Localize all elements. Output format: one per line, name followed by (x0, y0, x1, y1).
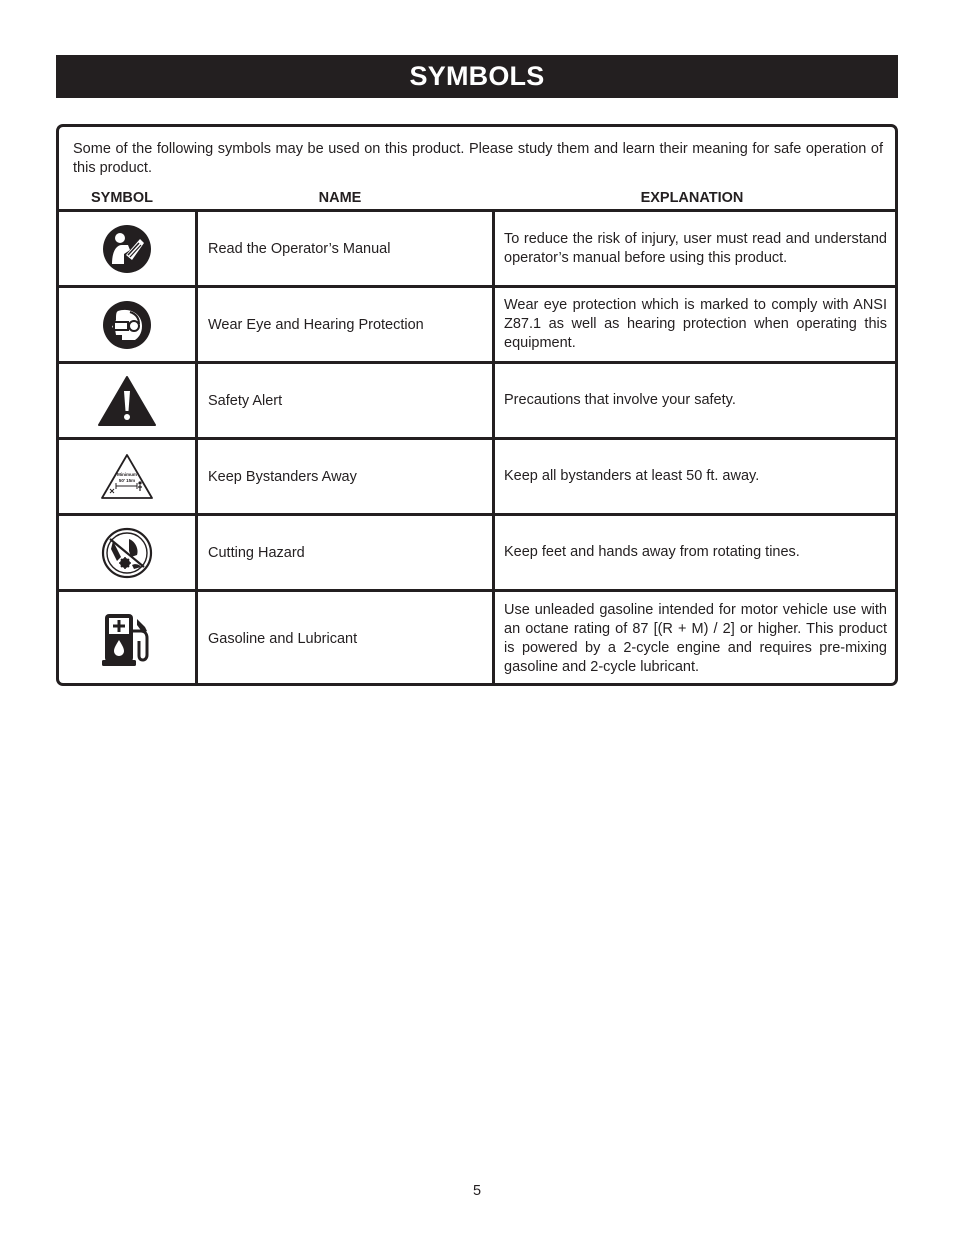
symbol-cell (59, 212, 195, 285)
eye-hearing-protection-icon (102, 300, 152, 350)
page-number: 5 (472, 1183, 482, 1199)
header-explanation: EXPLANATION (640, 190, 744, 206)
page-title: SYMBOLS (56, 55, 898, 98)
symbol-name: Keep Bystanders Away (208, 468, 357, 485)
symbol-explanation: Use unleaded gasoline intended for motor vehicle use with an octane rating of 87 [(R + M) / 2] or higher. This product is powered by a 2-cycle engine and requires pre-mixing gasoline and 2-cycle lubricant. (504, 601, 887, 675)
name-cell (195, 440, 492, 513)
header-symbol: SYMBOL (90, 190, 154, 206)
symbol-cell (59, 592, 195, 685)
bystanders-distance-value: 50' 15m (118, 477, 136, 483)
name-cell (195, 592, 492, 685)
safety-alert-icon (97, 375, 157, 427)
symbol-cell (59, 288, 195, 361)
symbol-explanation: Keep feet and hands away from rotating tines. (504, 544, 800, 560)
symbol-name: Cutting Hazard (208, 544, 305, 561)
symbol-explanation: Precautions that involve your safety. (504, 392, 736, 408)
explanation-cell (492, 288, 895, 361)
name-cell (195, 364, 492, 437)
symbols-table (59, 209, 895, 685)
explanation-cell (492, 516, 895, 589)
header-name: NAME (318, 190, 362, 206)
symbol-name: Read the Operator’s Manual (208, 240, 391, 257)
table-row (59, 513, 895, 589)
fuel-pump-icon (97, 611, 157, 667)
name-cell (195, 288, 492, 361)
cutting-hazard-icon (101, 527, 153, 579)
explanation-cell (492, 440, 895, 513)
table-row (59, 589, 895, 685)
explanation-cell (492, 592, 895, 685)
symbol-explanation: Wear eye protection which is marked to comply with ANSI Z87.1 as well as hearing protection when operating this equipment. (504, 297, 887, 351)
symbol-explanation: Keep all bystanders at least 50 ft. away. (504, 468, 760, 484)
table-row (59, 209, 895, 285)
symbol-name: Wear Eye and Hearing Protection (208, 316, 424, 333)
name-cell (195, 516, 492, 589)
intro-text: Some of the following symbols may be used on this product. Please study them and learn their meaning for safe operation of this product. (73, 141, 883, 176)
table-row (59, 361, 895, 437)
symbol-cell (59, 440, 195, 513)
symbol-name: Safety Alert (208, 392, 283, 409)
read-manual-icon (102, 224, 152, 274)
name-cell (195, 212, 492, 285)
symbol-cell (59, 516, 195, 589)
explanation-cell (492, 212, 895, 285)
table-row (59, 437, 895, 513)
symbol-cell (59, 364, 195, 437)
symbols-table-box (56, 124, 898, 686)
symbol-explanation: To reduce the risk of injury, user must read and understand operator’s manual before using this product. (504, 230, 887, 266)
explanation-cell (492, 364, 895, 437)
table-row (59, 285, 895, 361)
keep-bystanders-away-icon (99, 452, 155, 502)
bystanders-distance-label: Minimum (117, 471, 137, 477)
symbol-name: Gasoline and Lubricant (208, 630, 358, 647)
